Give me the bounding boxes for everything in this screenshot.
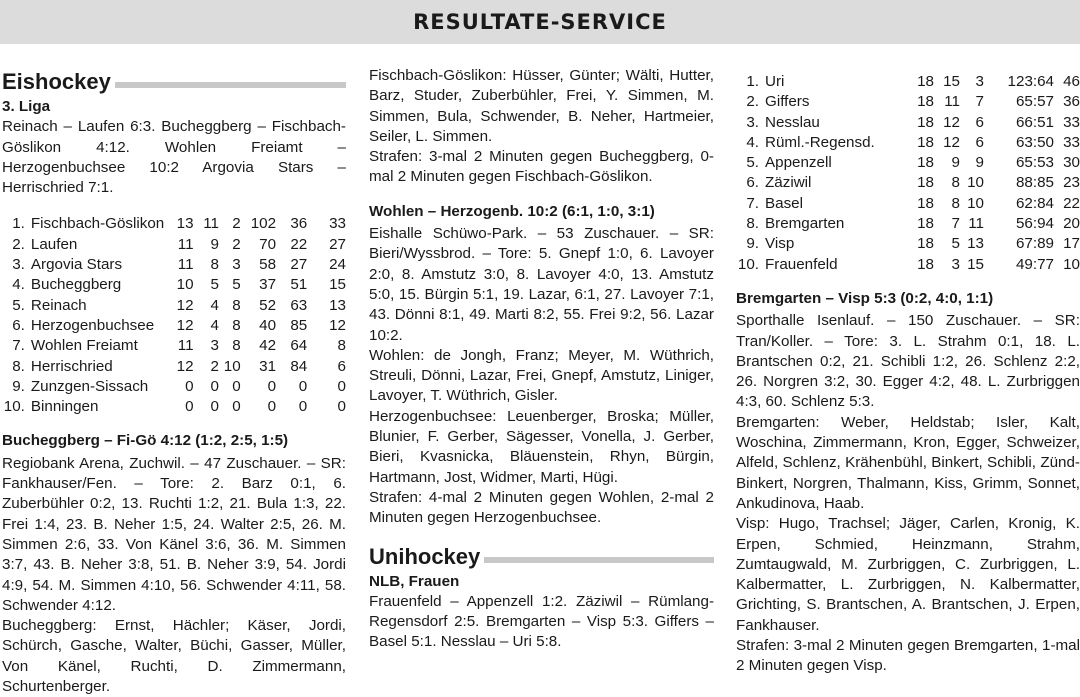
standings-losses: 6 [975, 113, 984, 131]
standings-losses: 2 [232, 215, 241, 233]
standings-row [736, 113, 1080, 133]
page-banner [0, 0, 1080, 44]
standings-losses: 10 [967, 194, 984, 212]
standings-team: Wohlen Freiamt [30, 337, 138, 355]
standings-goals-for: 58 [259, 256, 277, 274]
standings-games: 18 [917, 93, 934, 111]
standings-team: Visp [765, 235, 795, 253]
standings-row [736, 234, 1080, 254]
standings-goals-against: 0 [298, 398, 308, 416]
standings-points: 12 [329, 316, 346, 334]
standings-goals-against: 85 [290, 316, 308, 334]
standings-points: 33 [1063, 113, 1080, 131]
standings-losses: 3 [975, 73, 984, 90]
lineup-away: Fischbach-Göslikon: Hüsser, Günter; Wälti, Hutter, Barz, Studer, Zuberbühler, Frei, Y. Simmen, M. Simmen, Bula, Schwender, B. Neher, Hartmeier, Seiler, L. Simmen. [369, 67, 714, 145]
standings-games: 18 [917, 113, 934, 131]
section-header-unihockey [369, 543, 714, 571]
standings-goals: 49:77 [1015, 255, 1054, 273]
standings-row [736, 133, 1080, 153]
standings-team: Bucheggberg [30, 276, 122, 294]
standings-team: Bremgarten [765, 215, 845, 233]
standings-games: 12 [176, 357, 194, 375]
standings-games: 11 [177, 337, 194, 355]
standings-row [2, 214, 346, 234]
standings-goals: 123:64 [1007, 73, 1054, 90]
penalties: Strafen: 3-mal 2 Minuten gegen Bucheggberg, 0-mal 2 Minuten gegen Fischbach-Göslikon. [369, 148, 714, 186]
standings-team: Zunzgen-Sissach [30, 377, 149, 395]
standings-wins: 11 [203, 215, 219, 233]
standings-rank: 2. [12, 235, 25, 253]
standings-games: 0 [185, 377, 194, 395]
standings-wins: 4 [210, 316, 219, 334]
standings-goals: 88:85 [1015, 174, 1054, 192]
standings-losses: 7 [975, 93, 984, 111]
standings-goals-for: 52 [259, 296, 277, 314]
standings-rank: 7. [12, 337, 25, 355]
standings-losses: 13 [967, 235, 984, 253]
standings-row [2, 255, 346, 275]
standings-goals-against: 22 [290, 235, 308, 253]
standings-games: 11 [177, 256, 194, 274]
standings-losses: 10 [967, 174, 984, 192]
column-3 [736, 72, 1080, 677]
lineup-home: Wohlen: de Jongh, Franz; Meyer, M. Wüthrich, Streuli, Dönni, Lazar, Frei, Gnepf, Amstutz, Liniger, Lavoyer, T. Wüthrich, Gisler. [369, 346, 714, 405]
standings-rank: 8. [12, 357, 25, 375]
standings-losses: 0 [232, 377, 241, 395]
standings-team: Appenzell [765, 154, 832, 172]
standings-games: 18 [917, 133, 934, 151]
standings-goals-for: 102 [250, 215, 277, 233]
standings-rank: 9. [12, 377, 25, 395]
standings-rank: 1. [746, 73, 759, 90]
standings-losses: 2 [232, 235, 241, 253]
standings-games: 12 [176, 296, 194, 314]
standings-team: Binningen [30, 398, 99, 416]
standings-rank: 6. [12, 316, 25, 334]
game-report: Eishalle Schüwo-Park. – 53 Zuschauer. – SR: Bieri/Wyssbrod. – Tore: 5. Gnepf 1:0, 6. Lavoyer 2:0, 8. Amstutz 3:0, 8. Lavoyer 4:0, 13. Amstutz 5:0, 15. Bürgin 5:1, 19. Lazar, 6:1, 27. Lavoyer 7:1, 43. Dönni 8:1, 49. Marti 8:2, 55. Frei 9:2, 56. Lazar 10:2. [369, 225, 714, 344]
standings-goals: 63:50 [1015, 133, 1054, 151]
standings-losses: 15 [967, 255, 984, 273]
standings-row [2, 316, 346, 336]
standings-points: 6 [337, 357, 346, 375]
standings-goals-for: 0 [267, 377, 277, 395]
standings-row [2, 377, 346, 397]
standings-games: 10 [176, 276, 194, 294]
section-title: Eishockey [2, 69, 111, 94]
standings-losses: 6 [975, 133, 984, 151]
league-title: NLB, Frauen [369, 572, 460, 590]
standings-wins: 5 [210, 276, 219, 294]
results-text: Reinach – Laufen 6:3. Bucheggberg – Fischbach-Göslikon 4:12. Wohlen Freiamt – Herzogenbuchsee 10:2 Argovia Stars – Herrischried 7:1. [2, 118, 346, 197]
standings-points: 22 [1063, 194, 1080, 212]
standings-points: 20 [1063, 215, 1080, 233]
standings-team: Laufen [30, 235, 78, 253]
standings-row [736, 153, 1080, 173]
standings-goals-against: 27 [290, 256, 308, 274]
standings-points: 15 [329, 276, 346, 294]
standings-row [736, 214, 1080, 234]
standings-row [2, 296, 346, 316]
standings-goals-for: 0 [267, 398, 277, 416]
standings-games: 12 [176, 316, 194, 334]
standings-wins: 5 [951, 235, 960, 253]
standings-games: 11 [177, 235, 194, 253]
standings-wins: 8 [951, 174, 960, 192]
standings-wins: 3 [951, 255, 960, 273]
standings-row [2, 275, 346, 295]
standings-row [736, 92, 1080, 112]
standings-wins: 2 [210, 357, 219, 375]
standings-team: Nesslau [765, 113, 820, 131]
standings-losses: 5 [232, 276, 241, 294]
standings-points: 33 [329, 215, 346, 233]
standings-goals: 67:89 [1015, 235, 1054, 253]
lineup-home: Bremgarten: Weber, Heldstab; Isler, Kalt, Woschina, Zimmermann, Kron, Egger, Schweizer, Alfeld, Schlenz, Krähenbühl, Binkert, Schibli, Zünd-Binkert, Norgren, Thalmann, Kiss, Grimm, Sonnet, Ankudinova, Haab. [736, 413, 1080, 512]
standings-rank: 1. [12, 215, 25, 233]
standings-rank: 2. [746, 93, 759, 111]
standings-team: Uri [765, 73, 785, 90]
standings-goals: 65:57 [1015, 93, 1054, 111]
standings-rank: 4. [746, 133, 759, 151]
standings-row [736, 72, 1080, 92]
lineup-away: Visp: Hugo, Trachsel; Jäger, Carlen, Kronig, K. Erpen, Schmied, Heinzmann, Strahm, Zumtaugwald, M. Zurbriggen, C. Zurbriggen, L. Kalbermatter, L. Zurbriggen, N. Kalbermatter, Grichting, S. Brantschen, A. Brantschen, J. Erpen, Fankhauser. [736, 515, 1080, 634]
lineup-home: Bucheggberg: Ernst, Hächler; Käser, Jordi, Schürch, Gasche, Walter, Büchi, Gasser, Müller, Von Känel, Ruchti, D. Zimmermann, Schurtenberger. [2, 617, 346, 696]
standings-games: 18 [917, 174, 934, 192]
standings-row [736, 194, 1080, 214]
standings-points: 8 [337, 337, 346, 355]
standings-rank: 8. [746, 215, 759, 233]
standings-points: 23 [1063, 174, 1080, 192]
standings-table [2, 214, 346, 417]
standings-losses: 0 [232, 398, 241, 416]
standings-wins: 8 [951, 194, 960, 212]
standings-team: Herrischried [30, 357, 113, 375]
standings-points: 36 [1063, 93, 1080, 111]
standings-row [2, 397, 346, 417]
standings-rank: 3. [746, 113, 759, 131]
standings-wins: 12 [943, 133, 960, 151]
standings-team: Frauenfeld [765, 255, 838, 273]
standings-team: Rüml.-Regensd. [765, 133, 875, 151]
standings-row [736, 173, 1080, 193]
standings-losses: 8 [232, 316, 241, 334]
section-rule [484, 557, 714, 563]
results-text: Frauenfeld – Appenzell 1:2. Zäziwil – Rümlang-Regensdorf 2:5. Bremgarten – Visp 5:3. Giffers – Basel 5:1. Nesslau – Uri 5:8. [369, 592, 714, 651]
game-title: Bremgarten – Visp 5:3 (0:2, 4:0, 1:1) [736, 289, 994, 307]
standings-points: 0 [337, 398, 346, 416]
standings-wins: 3 [210, 337, 219, 355]
standings-points: 24 [329, 256, 346, 274]
standings-team: Zäziwil [765, 174, 812, 192]
standings-games: 18 [917, 73, 934, 90]
standings-losses: 10 [223, 357, 241, 375]
standings-games: 18 [917, 194, 934, 212]
column-2 [369, 66, 714, 653]
standings-games: 13 [176, 215, 194, 233]
standings-wins: 9 [951, 154, 960, 172]
standings-row [2, 357, 346, 377]
standings-wins: 12 [943, 113, 960, 131]
standings-points: 27 [329, 235, 346, 253]
standings-wins: 15 [943, 73, 960, 90]
standings-games: 0 [185, 398, 194, 416]
standings-goals-for: 31 [259, 357, 277, 375]
standings-points: 0 [337, 377, 346, 395]
standings-goals-for: 40 [259, 316, 277, 334]
standings-goals: 62:84 [1015, 194, 1054, 212]
game-report: Regiobank Arena, Zuchwil. – 47 Zuschauer. – SR: Fankhauser/Fen. – Tore: 2. Barz 0:1, 6. Zuberbühler 0:2, 13. Ruchti 1:2, 21. Bula 1:3, 22. Frei 1:4, 23. B. Neher 1:5, 24. Walter 2:5, 26. M. Simmen 2:6, 33. Von Känel 3:6, 36. M. Simmen 3:7, 43. B. Neher 3:8, 51. B. Neher 3:9, 54. Jordi 4:9, 54. M. Simmen 4:10, 56. Schwender 4:11, 58. Schwender 4:12. [2, 454, 346, 614]
standings-team: Fischbach-Göslikon [30, 215, 165, 233]
game-title: Bucheggberg – Fi-Gö 4:12 (1:2, 2:5, 1:5) [2, 432, 289, 450]
standings-points: 46 [1063, 73, 1080, 90]
standings-rank: 10. [737, 255, 759, 273]
standings-rank: 9. [746, 235, 759, 253]
standings-games: 18 [917, 235, 934, 253]
standings-rank: 4. [12, 276, 25, 294]
standings-losses: 8 [232, 296, 241, 314]
standings-goals-against: 36 [290, 215, 308, 233]
standings-games: 18 [917, 255, 934, 273]
standings-row [2, 235, 346, 255]
standings-points: 33 [1063, 133, 1080, 151]
standings-losses: 8 [232, 337, 241, 355]
game-report: Sporthalle Isenlauf. – 150 Zuschauer. – SR: Tran/Koller. – Tore: 3. L. Strahm 0:1, 18. L. Brantschen 0:2, 21. Schibli 1:2, 26. Schlenz 2:2, 26. Norgren 3:2, 30. Egger 4:2, 48. L. Zurbriggen 4:3, 60. Schlenz 5:3. [736, 312, 1080, 411]
standings-rank: 3. [12, 256, 25, 274]
standings-rank: 10. [3, 398, 25, 416]
standings-points: 13 [329, 296, 346, 314]
penalties: Strafen: 4-mal 2 Minuten gegen Wohlen, 2-mal 2 Minuten gegen Herzogenbuchsee. [369, 488, 714, 527]
penalties: Strafen: 3-mal 2 Minuten gegen Bremgarten, 1-mal 2 Minuten gegen Visp. [736, 637, 1080, 675]
standings-games: 18 [917, 154, 934, 172]
standings-rank: 7. [746, 194, 759, 212]
section-rule [115, 82, 346, 88]
standings-goals-against: 51 [290, 276, 308, 294]
standings-goals: 65:53 [1015, 154, 1054, 172]
standings-rank: 6. [746, 174, 759, 192]
page-title: RESULTATE-SERVICE [413, 10, 667, 34]
standings-rank: 5. [746, 154, 759, 172]
standings-rank: 5. [12, 296, 25, 314]
standings-losses: 11 [968, 215, 984, 233]
standings-table [736, 72, 1080, 275]
standings-wins: 0 [210, 377, 219, 395]
standings-games: 18 [917, 215, 934, 233]
league-title: 3. Liga [2, 98, 51, 115]
standings-team: Herzogenbuchsee [30, 316, 155, 334]
standings-wins: 9 [210, 235, 219, 253]
standings-team: Giffers [765, 93, 810, 111]
standings-row [736, 255, 1080, 275]
game-title: Wohlen – Herzogenb. 10:2 (6:1, 1:0, 3:1) [369, 202, 655, 220]
standings-goals-for: 70 [259, 235, 277, 253]
standings-team: Basel [765, 194, 803, 212]
standings-points: 10 [1063, 255, 1080, 273]
section-header-eishockey [2, 68, 346, 96]
standings-wins: 8 [210, 256, 219, 274]
standings-goals-against: 0 [298, 377, 308, 395]
standings-goals-against: 63 [290, 296, 308, 314]
standings-wins: 4 [210, 296, 219, 314]
standings-row [2, 336, 346, 356]
standings-points: 30 [1063, 154, 1080, 172]
standings-goals-against: 64 [290, 337, 308, 355]
standings-goals-against: 84 [290, 357, 308, 375]
standings-wins: 7 [951, 215, 960, 233]
standings-goals-for: 37 [259, 276, 277, 294]
standings-points: 17 [1063, 235, 1080, 253]
standings-goals: 56:94 [1015, 215, 1054, 233]
lineup-away: Herzogenbuchsee: Leuenberger, Broska; Müller, Blunier, F. Gerber, Sägesser, Vonella, J. Gerber, Bieri, Kvasnicka, Bläuenstein, Rhyn, Bürgin, Hartmann, Jost, Widmer, Marti, Hügi. [369, 407, 714, 486]
standings-goals-for: 42 [259, 337, 277, 355]
standings-wins: 11 [944, 93, 960, 111]
standings-goals: 66:51 [1015, 113, 1054, 131]
standings-team: Argovia Stars [30, 256, 123, 274]
section-title: Unihockey [369, 543, 481, 569]
standings-wins: 0 [210, 398, 219, 416]
standings-losses: 9 [975, 154, 984, 172]
column-1 [2, 66, 346, 697]
standings-losses: 3 [232, 256, 241, 274]
standings-team: Reinach [30, 296, 87, 314]
